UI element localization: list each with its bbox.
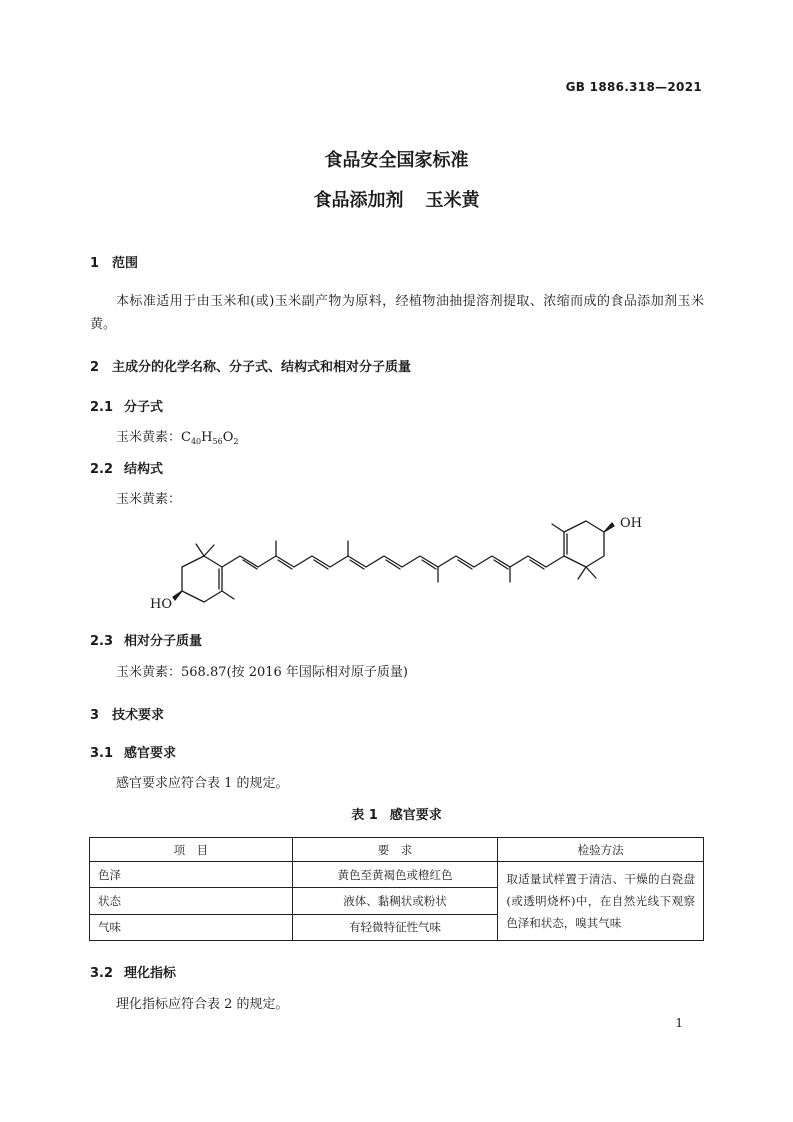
section-number: 3.1	[90, 746, 114, 761]
section-title: 分子式	[124, 400, 164, 415]
section-3-heading	[90, 704, 164, 723]
row-requirement: 液体、黏稠状或粉状	[292, 888, 498, 914]
structure-label: 玉米黄素：	[116, 492, 182, 507]
table-1-caption	[0, 804, 793, 823]
page-number: 1	[675, 1016, 683, 1030]
section-1-text: 本标准适用于由玉米和(或)玉米副产物为原料，经植物油抽提溶剂提取、浓缩而成的食品添加剂玉米黄。	[90, 294, 704, 332]
section-number: 3	[90, 708, 100, 723]
row-item: 状态	[90, 888, 293, 914]
section-title: 主成分的化学名称、分子式、结构式和相对分子质量	[112, 360, 412, 375]
section-3-2-heading	[90, 962, 176, 981]
section-number: 2.1	[90, 400, 114, 415]
formula-label: 玉米黄素：	[116, 430, 182, 445]
section-title: 感官要求	[124, 746, 177, 761]
section-2-3-heading	[90, 630, 202, 649]
section-number: 2	[90, 360, 100, 375]
row-requirement: 黄色至黄褐色或橙红色	[292, 862, 498, 888]
table-number: 表 1	[351, 808, 378, 823]
section-title: 结构式	[124, 462, 164, 477]
table-header-row	[90, 838, 704, 862]
header-item: 项 目	[90, 838, 293, 862]
table-row	[90, 862, 704, 888]
row-item: 色泽	[90, 862, 293, 888]
subscript-o: 2	[233, 437, 239, 446]
element-c: C	[181, 430, 191, 445]
section-number: 1	[90, 256, 100, 271]
section-title: 范围	[112, 256, 139, 271]
section-3-1-heading	[90, 742, 176, 761]
section-3-2-text: 理化指标应符合表 2 的规定。	[116, 997, 289, 1012]
section-title: 理化指标	[124, 966, 177, 981]
subscript-h: 56	[212, 437, 223, 446]
test-method: 取适量试样置于清洁、干燥的白瓷盘(或透明烧杯)中，在自然光线下观察色泽和状态，嗅其气味	[498, 862, 704, 941]
subtitle-part-1: 食品添加剂	[313, 190, 404, 211]
hydroxyl-right-label: OH	[620, 516, 642, 531]
standard-number: GB 1886.318—2021	[565, 80, 702, 94]
element-h: H	[201, 430, 213, 445]
page-title: 食品安全国家标准	[324, 150, 469, 171]
header-requirement: 要 求	[292, 838, 498, 862]
row-item: 气味	[90, 914, 293, 940]
subtitle-part-2: 玉米黄	[425, 190, 480, 211]
element-o: O	[222, 430, 234, 445]
subscript-c: 40	[190, 437, 202, 446]
section-number: 3.2	[90, 966, 114, 981]
section-3-1-text: 感官要求应符合表 1 的规定。	[116, 776, 289, 791]
sensory-requirements-table	[89, 837, 704, 941]
table-title: 感官要求	[389, 808, 442, 823]
section-title: 技术要求	[112, 708, 165, 723]
section-number: 2.3	[90, 634, 114, 649]
section-title: 相对分子质量	[124, 634, 203, 649]
hydroxyl-left-label: HO	[150, 597, 172, 612]
section-number: 2.2	[90, 462, 114, 477]
molecular-weight-text: 玉米黄素：568.87(按 2016 年国际相对原子质量)	[116, 665, 408, 680]
row-requirement: 有轻微特征性气味	[292, 914, 498, 940]
header-method: 检验方法	[498, 838, 704, 862]
